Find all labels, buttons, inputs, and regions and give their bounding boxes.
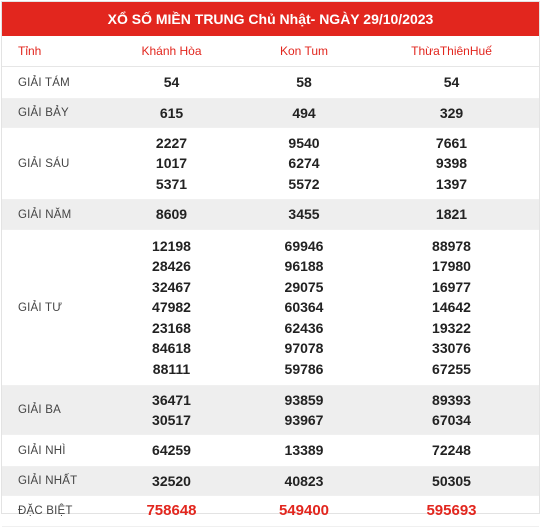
prize-cell-thua-thien-hue [364,99,539,128]
prize-number: 29075 [284,278,324,295]
prize-number: 54 [163,74,180,91]
prize-number: 595693 [426,501,477,519]
prize-label: GIẢI BA [2,386,99,435]
prize-label: GIẢI NHẤT [2,467,99,496]
prize-row-giai-sau [2,128,539,200]
prize-label: GIẢI NHÌ [2,435,99,467]
prize-cell-thua-thien-hue [364,386,539,435]
prize-number: 64259 [152,442,191,459]
prize-label: GIẢI NĂM [2,200,99,230]
prize-row-giai-tam [2,67,539,99]
header-row [2,36,539,67]
prize-number: 329 [439,104,464,121]
prize-cell-thua-thien-hue [364,230,539,386]
prize-number: 69946 [284,237,324,254]
prize-row-giai-nhi [2,435,539,467]
prize-number: 13389 [284,442,324,459]
prize-number: 60364 [284,299,324,316]
prize-cell-khanh-hoa [99,467,244,496]
prize-cell-kon-tum [244,435,364,467]
prize-number: 17980 [432,258,471,275]
prize-number: 59786 [284,360,324,377]
prize-number: 615 [159,104,184,121]
prize-cell-thua-thien-hue [364,128,539,200]
prize-cell-thua-thien-hue [364,467,539,496]
province-khanh-hoa[interactable]: Khánh Hòa [99,36,244,67]
prize-row-dac-biet [2,496,539,527]
prize-number: 494 [292,104,316,121]
prize-cell-kon-tum [244,67,364,99]
prize-number: 30517 [152,412,191,428]
prize-cell-kon-tum [244,99,364,128]
prize-number: 67255 [432,360,471,377]
results-title: XỔ SỐ MIỀN TRUNG Chủ Nhật- NGÀY 29/10/2023 [2,2,539,36]
province-kon-tum[interactable]: Kon Tum [244,36,364,67]
prize-number: 88978 [432,237,471,254]
prize-number: 47982 [152,299,191,316]
prize-number: 58 [296,74,312,91]
prize-cell-kon-tum [244,467,364,496]
results-table [2,36,539,527]
results-panel [1,1,540,519]
province-thua-thien-hue[interactable]: ThừaThiênHuế [364,36,539,67]
prize-cell-khanh-hoa [99,128,244,200]
prize-number: 88111 [152,360,191,377]
prize-number: 97078 [284,340,324,357]
prize-cell-khanh-hoa [99,200,244,230]
prize-number: 33076 [432,340,471,357]
prize-number: 9540 [288,134,320,151]
prize-number: 9398 [435,155,468,172]
prize-number: 549400 [278,501,330,519]
prize-cell-kon-tum [244,496,364,527]
prize-label: GIẢI BẢY [2,99,99,128]
prize-number: 23168 [152,319,191,336]
prize-cell-thua-thien-hue [364,200,539,230]
prize-number: 32467 [152,278,191,295]
prize-cell-thua-thien-hue [364,496,539,527]
prize-number: 93967 [284,412,324,428]
prize-number: 89393 [432,391,471,408]
prize-cell-kon-tum [244,128,364,200]
prize-number: 96188 [284,258,324,275]
prize-number: 28426 [152,258,191,275]
prize-cell-khanh-hoa [99,99,244,128]
prize-number: 2227 [155,134,188,151]
prize-label: GIẢI SÁU [2,128,99,200]
province-column-header: Tỉnh [2,36,99,67]
prize-label: GIẢI TƯ [2,230,99,386]
prize-cell-khanh-hoa [99,496,244,527]
prize-cell-kon-tum [244,200,364,230]
prize-number: 12198 [152,237,191,254]
prize-cell-kon-tum [244,230,364,386]
prize-number: 16977 [432,278,471,295]
prize-number: 3455 [288,206,320,223]
prize-number: 1397 [435,175,468,192]
prize-cell-thua-thien-hue [364,435,539,467]
prize-number: 6274 [288,155,320,172]
prize-number: 36471 [152,391,191,408]
prize-number: 54 [443,74,460,91]
prize-label: GIẢI TÁM [2,67,99,99]
prize-row-giai-ba [2,386,539,435]
prize-number: 7661 [435,134,468,151]
prize-number: 5371 [155,175,188,192]
prize-number: 19322 [432,319,471,336]
prize-number: 8609 [155,206,188,223]
prize-number: 758648 [146,501,197,519]
prize-number: 5572 [288,175,320,192]
prize-number: 72248 [432,442,471,459]
prize-row-giai-nam [2,200,539,230]
prize-number: 84618 [152,340,191,357]
prize-number: 67034 [432,412,471,428]
prize-row-giai-nhat [2,467,539,496]
prize-label: ĐẶC BIỆT [2,496,99,527]
prize-row-giai-bay [2,99,539,128]
prize-row-giai-tu [2,230,539,386]
prize-number: 62436 [284,319,324,336]
prize-cell-thua-thien-hue [364,67,539,99]
prize-cell-kon-tum [244,386,364,435]
prize-number: 40823 [284,472,324,489]
prize-cell-khanh-hoa [99,386,244,435]
prize-cell-khanh-hoa [99,230,244,386]
prize-number: 93859 [284,391,324,408]
prize-cell-khanh-hoa [99,435,244,467]
prize-cell-khanh-hoa [99,67,244,99]
prize-number: 1017 [155,155,188,172]
prize-number: 50305 [432,472,471,489]
prize-number: 32520 [152,472,191,489]
prize-number: 1821 [435,206,468,223]
prize-number: 14642 [432,299,471,316]
